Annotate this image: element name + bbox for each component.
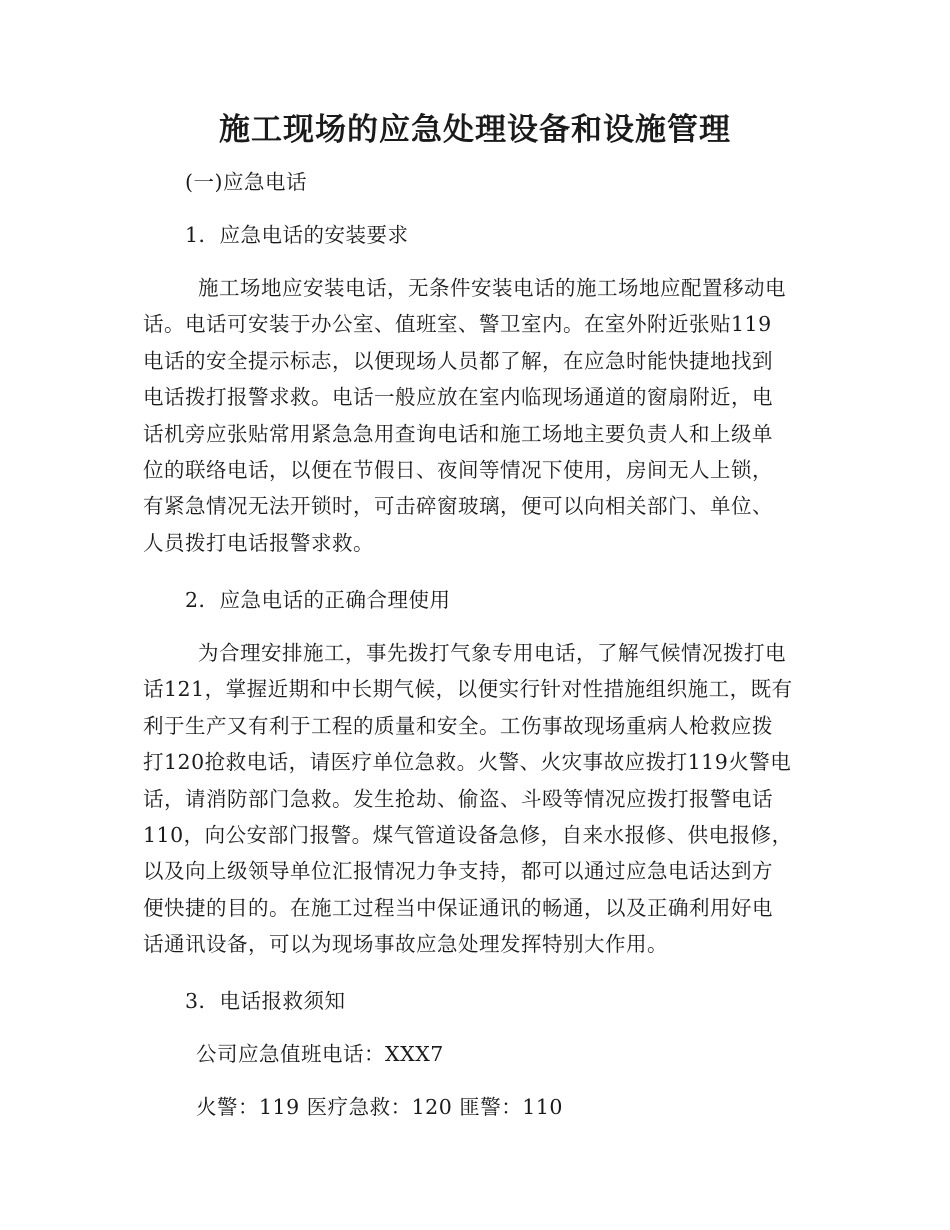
paragraph-proper-use: [143, 635, 811, 963]
subheading-installation-requirements: 1．应急电话的安装要求: [185, 223, 409, 247]
paragraph-installation: [143, 270, 811, 561]
paragraph-line: 110，向公安部门报警。煤气管道设备急修，自来水报修、供电报修，: [143, 823, 793, 848]
paragraph-line: 电话拨打报警求救。电话一般应放在室内临现场通道的窗扇附近，电: [143, 385, 773, 410]
paragraph-line: 有紧急情况无法开锁时，可击碎窗玻璃，便可以向相关部门、单位、: [143, 494, 773, 519]
paragraph-line: 施工场地应安装电话，无条件安装电话的施工场地应配置移动电: [177, 276, 786, 300]
paragraph-line: 以及向上级领导单位汇报情况力争支持，都可以通过应急电话达到方: [143, 859, 773, 884]
paragraph-line: 话121，掌握近期和中长期气候，以便实行针对性措施组织施工，既有: [143, 677, 793, 702]
paragraph-line: 话机旁应张贴常用紧急急用查询电话和施工场地主要负责人和上级单: [143, 421, 773, 446]
section-heading-emergency-phone: (一)应急电话: [185, 170, 307, 194]
paragraph-line: 位的联络电话，以便在节假日、夜间等情况下使用，房间无人上锁，: [143, 458, 773, 483]
paragraph-line: 电话的安全提示标志，以便现场人员都了解，在应急时能快捷地找到: [143, 348, 773, 373]
subheading-proper-use: 2．应急电话的正确合理使用: [185, 588, 451, 612]
paragraph-line: 便快捷的目的。在施工过程当中保证通讯的畅通，以及正确利用好电: [143, 895, 773, 920]
paragraph-line: 利于生产又有利于工程的质量和安全。工伤事故现场重病人枪救应拨: [143, 713, 773, 738]
emergency-numbers: 火警：119 医疗急救：120 匪警：110: [196, 1095, 563, 1119]
paragraph-line: 打120抢救电话，请医疗单位急救。火警、火灾事故应拨打119火警电: [143, 750, 792, 775]
paragraph-line: 话通讯设备，可以为现场事故应急处理发挥特别大作用。: [143, 932, 668, 957]
subheading-call-notice: 3．电话报救须知: [185, 989, 346, 1013]
company-duty-phone: 公司应急值班电话：XXX7: [196, 1042, 444, 1066]
document-title: 施工现场的应急处理设备和设施管理: [219, 112, 731, 148]
paragraph-line: 话，请消防部门急救。发生抢劫、偷盗、斗殴等情况应拨打报警电话: [143, 786, 773, 811]
paragraph-line: 为合理安排施工，事先拨打气象专用电话，了解气候情况拨打电: [177, 641, 786, 665]
paragraph-line: 话。电话可安装于办公室、值班室、警卫室内。在室外附近张贴119: [143, 312, 772, 337]
paragraph-line: 人员拨打电话报警求救。: [143, 530, 374, 555]
